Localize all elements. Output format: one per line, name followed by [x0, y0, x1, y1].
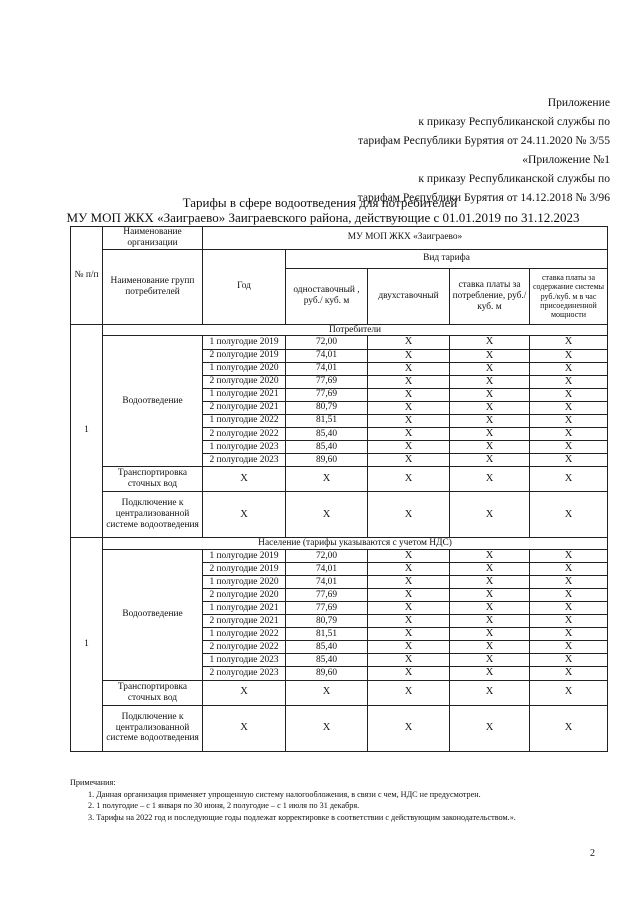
- table-row: [71, 705, 608, 751]
- single-rate-value: 81,51: [286, 628, 368, 641]
- double-rate-value: X: [368, 467, 450, 492]
- service-name: Подключение к централизованной системе водоотведения: [103, 705, 203, 751]
- maintenance-rate-value: X: [530, 401, 608, 414]
- maintenance-rate-value: X: [530, 628, 608, 641]
- table-row: [71, 492, 608, 538]
- single-rate-value: 77,69: [286, 589, 368, 602]
- period-cell: 2 полугодие 2023: [203, 667, 286, 680]
- service-name: Водоотведение: [103, 549, 203, 680]
- single-rate-value: 74,01: [286, 349, 368, 362]
- service-name: Водоотведение: [103, 336, 203, 467]
- period-cell: 2 полугодие 2020: [203, 375, 286, 388]
- period-cell: 1 полугодие 2022: [203, 414, 286, 427]
- section-title-row: [71, 324, 608, 336]
- single-rate-value: X: [286, 467, 368, 492]
- double-rate-value: X: [368, 705, 450, 751]
- double-rate-value: X: [368, 336, 450, 349]
- consumption-rate-value: X: [450, 576, 530, 589]
- section-title: Население (тарифы указываются с учетом НДС): [103, 538, 608, 550]
- double-rate-value: X: [368, 349, 450, 362]
- double-rate-value: X: [368, 440, 450, 453]
- maintenance-rate-value: X: [530, 576, 608, 589]
- single-rate-value: 74,01: [286, 562, 368, 575]
- year-value: X: [203, 492, 286, 538]
- header-double-rate: двухставочный: [368, 268, 450, 324]
- period-cell: 1 полугодие 2019: [203, 336, 286, 349]
- consumption-rate-value: X: [450, 414, 530, 427]
- year-value: X: [203, 705, 286, 751]
- consumption-rate-value: X: [450, 628, 530, 641]
- header-year: Год: [203, 249, 286, 324]
- header-organization-value: МУ МОП ЖКХ «Заиграево»: [203, 227, 608, 250]
- consumption-rate-value: X: [450, 602, 530, 615]
- single-rate-value: 77,69: [286, 602, 368, 615]
- maintenance-rate-value: X: [530, 549, 608, 562]
- maintenance-rate-value: X: [530, 336, 608, 349]
- double-rate-value: X: [368, 562, 450, 575]
- notes-block: [70, 777, 607, 823]
- double-rate-value: X: [368, 414, 450, 427]
- period-cell: 1 полугодие 2020: [203, 362, 286, 375]
- maintenance-rate-value: X: [530, 602, 608, 615]
- single-rate-value: 77,69: [286, 375, 368, 388]
- single-rate-value: X: [286, 492, 368, 538]
- consumption-rate-value: X: [450, 427, 530, 440]
- maintenance-rate-value: X: [530, 492, 608, 538]
- double-rate-value: X: [368, 576, 450, 589]
- single-rate-value: 81,51: [286, 414, 368, 427]
- period-cell: 1 полугодие 2021: [203, 602, 286, 615]
- consumption-rate-value: X: [450, 589, 530, 602]
- service-name: Подключение к централизованной системе водоотведения: [103, 492, 203, 538]
- consumption-rate-value: X: [450, 680, 530, 705]
- annex-line: «Приложение №1: [522, 153, 610, 166]
- header-consumption-rate: ставка платы за потребление, руб./ куб. м: [450, 268, 530, 324]
- period-cell: 2 полугодие 2023: [203, 454, 286, 467]
- section-title: Потребители: [103, 324, 608, 336]
- maintenance-rate-value: X: [530, 427, 608, 440]
- single-rate-value: 80,79: [286, 401, 368, 414]
- year-value: X: [203, 467, 286, 492]
- section-number: 1: [71, 538, 103, 751]
- single-rate-value: 85,40: [286, 641, 368, 654]
- double-rate-value: X: [368, 680, 450, 705]
- header-organization-label: Наименование организации: [103, 227, 203, 250]
- double-rate-value: X: [368, 667, 450, 680]
- maintenance-rate-value: X: [530, 641, 608, 654]
- annex-block: [358, 93, 610, 207]
- double-rate-value: X: [368, 388, 450, 401]
- page-number: 2: [590, 848, 595, 859]
- consumption-rate-value: X: [450, 549, 530, 562]
- single-rate-value: 85,40: [286, 440, 368, 453]
- double-rate-value: X: [368, 589, 450, 602]
- header-number: № п/п: [71, 227, 103, 325]
- maintenance-rate-value: X: [530, 414, 608, 427]
- document-title: Тарифы в сфере водоотведения для потребителей: [182, 195, 458, 210]
- period-cell: 2 полугодие 2021: [203, 615, 286, 628]
- consumption-rate-value: X: [450, 375, 530, 388]
- single-rate-value: 89,60: [286, 454, 368, 467]
- double-rate-value: X: [368, 654, 450, 667]
- consumption-rate-value: X: [450, 667, 530, 680]
- single-rate-value: 72,00: [286, 336, 368, 349]
- single-rate-value: 74,01: [286, 576, 368, 589]
- maintenance-rate-value: X: [530, 362, 608, 375]
- note-item: 2. 1 полугодие – с 1 января по 30 июня, 2 полугодие – с 1 июля по 31 декабря.: [88, 801, 360, 810]
- service-name: Транспортировка сточных вод: [103, 680, 203, 705]
- consumption-rate-value: X: [450, 615, 530, 628]
- year-value: X: [203, 680, 286, 705]
- period-cell: 1 полугодие 2022: [203, 628, 286, 641]
- period-cell: 1 полугодие 2021: [203, 388, 286, 401]
- consumption-rate-value: X: [450, 388, 530, 401]
- section-number: 1: [71, 324, 103, 537]
- single-rate-value: X: [286, 705, 368, 751]
- double-rate-value: X: [368, 375, 450, 388]
- maintenance-rate-value: X: [530, 467, 608, 492]
- double-rate-value: X: [368, 492, 450, 538]
- consumption-rate-value: X: [450, 362, 530, 375]
- consumption-rate-value: X: [450, 467, 530, 492]
- double-rate-value: X: [368, 454, 450, 467]
- maintenance-rate-value: X: [530, 562, 608, 575]
- period-cell: 2 полугодие 2019: [203, 562, 286, 575]
- consumption-rate-value: X: [450, 705, 530, 751]
- maintenance-rate-value: X: [530, 705, 608, 751]
- header-consumer-groups: Наименование групп потребителей: [103, 249, 203, 324]
- table-row: [71, 467, 608, 492]
- header-single-rate: одноставочный , руб./ куб. м: [286, 268, 368, 324]
- single-rate-value: 77,69: [286, 388, 368, 401]
- period-cell: 1 полугодие 2020: [203, 576, 286, 589]
- single-rate-value: 85,40: [286, 427, 368, 440]
- document-subtitle: МУ МОП ЖКХ «Заиграево» Заиграевского района, действующие с 01.01.2019 по 31.12.2023: [66, 210, 580, 225]
- consumption-rate-value: X: [450, 440, 530, 453]
- maintenance-rate-value: X: [530, 388, 608, 401]
- note-item: 1. Данная организация применяет упрощенную систему налогообложения, в связи с чем, НДС не предусмотрен.: [88, 789, 481, 799]
- maintenance-rate-value: X: [530, 615, 608, 628]
- maintenance-rate-value: X: [530, 667, 608, 680]
- maintenance-rate-value: X: [530, 589, 608, 602]
- consumption-rate-value: X: [450, 654, 530, 667]
- single-rate-value: 85,40: [286, 654, 368, 667]
- double-rate-value: X: [368, 641, 450, 654]
- single-rate-value: 80,79: [286, 615, 368, 628]
- annex-line: тарифам Республики Бурятия от 14.12.2018 № 3/96: [357, 191, 610, 204]
- period-cell: 2 полугодие 2022: [203, 641, 286, 654]
- table-row: [71, 336, 608, 349]
- header-tariff-type: Вид тарифа: [286, 249, 608, 268]
- double-rate-value: X: [368, 602, 450, 615]
- maintenance-rate-value: X: [530, 680, 608, 705]
- maintenance-rate-value: X: [530, 349, 608, 362]
- period-cell: 2 полугодие 2021: [203, 401, 286, 414]
- maintenance-rate-value: X: [530, 654, 608, 667]
- maintenance-rate-value: X: [530, 454, 608, 467]
- annex-line: Приложение: [547, 96, 610, 109]
- annex-line: к приказу Республиканской службы по: [418, 115, 610, 128]
- consumption-rate-value: X: [450, 641, 530, 654]
- table-row: [71, 549, 608, 562]
- double-rate-value: X: [368, 615, 450, 628]
- consumption-rate-value: X: [450, 401, 530, 414]
- period-cell: 1 полугодие 2019: [203, 549, 286, 562]
- section-title-row: [71, 538, 608, 550]
- header-maintenance-rate: ставка платы за содержание системы руб./куб. м в час присоединенной мощности: [530, 268, 608, 324]
- service-name: Транспортировка сточных вод: [103, 467, 203, 492]
- single-rate-value: 74,01: [286, 362, 368, 375]
- note-item: 3. Тарифы на 2022 год и последующие годы подлежат корректировке в соответствии с действующим законодательством.».: [88, 812, 516, 822]
- table-row: [71, 680, 608, 705]
- maintenance-rate-value: X: [530, 440, 608, 453]
- notes-heading: Примечания:: [70, 778, 116, 787]
- period-cell: 2 полугодие 2020: [203, 589, 286, 602]
- period-cell: 1 полугодие 2023: [203, 654, 286, 667]
- double-rate-value: X: [368, 549, 450, 562]
- double-rate-value: X: [368, 628, 450, 641]
- period-cell: 2 полугодие 2019: [203, 349, 286, 362]
- single-rate-value: X: [286, 680, 368, 705]
- period-cell: 2 полугодие 2022: [203, 427, 286, 440]
- consumption-rate-value: X: [450, 454, 530, 467]
- single-rate-value: 89,60: [286, 667, 368, 680]
- double-rate-value: X: [368, 362, 450, 375]
- annex-line: к приказу Республиканской службы по: [418, 172, 610, 185]
- double-rate-value: X: [368, 401, 450, 414]
- annex-line: тарифам Республики Бурятия от 24.11.2020 № 3/55: [358, 134, 610, 147]
- consumption-rate-value: X: [450, 336, 530, 349]
- consumption-rate-value: X: [450, 349, 530, 362]
- period-cell: 1 полугодие 2023: [203, 440, 286, 453]
- single-rate-value: 72,00: [286, 549, 368, 562]
- consumption-rate-value: X: [450, 492, 530, 538]
- double-rate-value: X: [368, 427, 450, 440]
- consumption-rate-value: X: [450, 562, 530, 575]
- tariff-table: [70, 226, 608, 752]
- maintenance-rate-value: X: [530, 375, 608, 388]
